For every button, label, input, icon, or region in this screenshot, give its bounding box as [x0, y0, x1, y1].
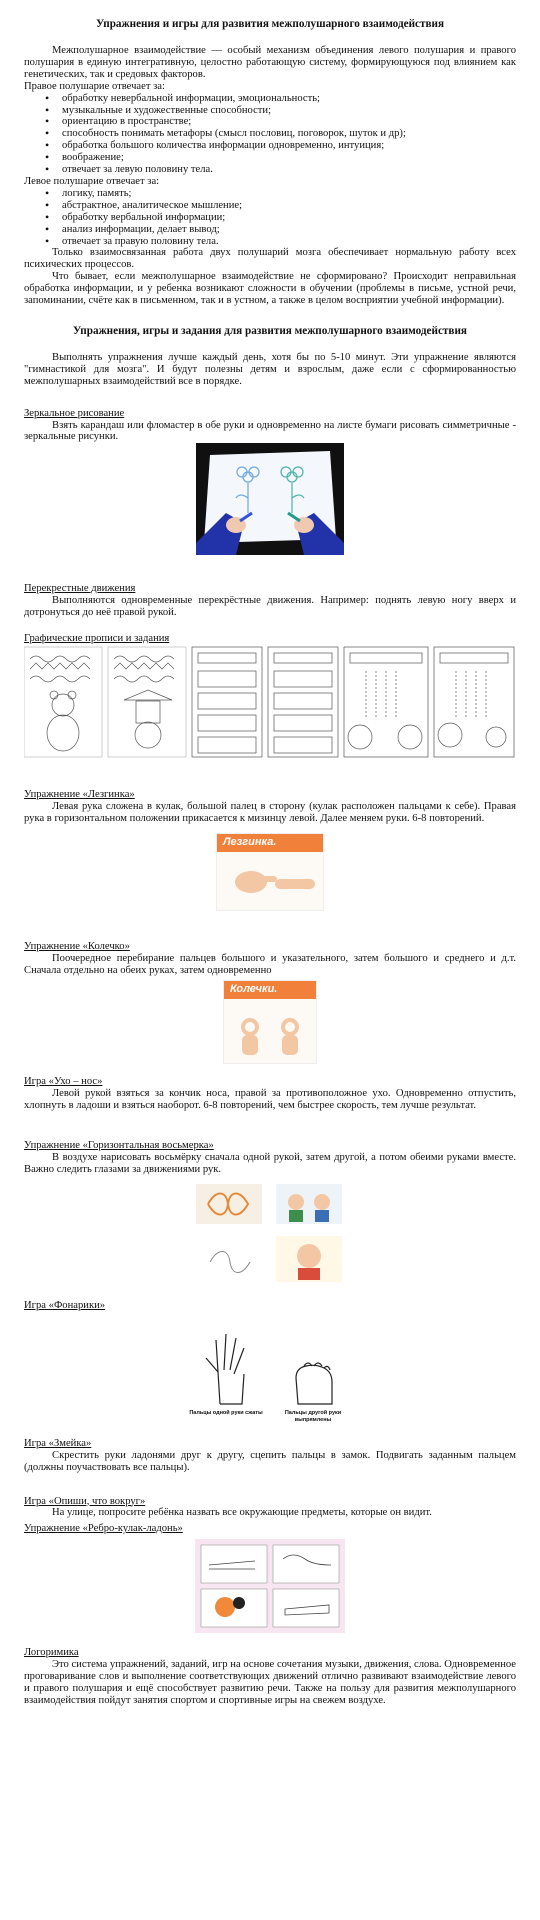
exercise-title-ear-nose: Игра «Ухо – нос»: [24, 1076, 103, 1088]
exercise-text-horizontal-eight: В воздухе нарисовать восьмёрку сначала одной рукой, затем другой, а потом обеими руками вместе. Важно следить глазами за движениями рук.: [24, 1152, 516, 1175]
list-item: • абстрактное, аналитическое мышление;: [62, 200, 516, 212]
exercise-title-snake: Игра «Змейка»: [24, 1437, 92, 1449]
lezginka-image: [216, 833, 324, 911]
lezginka-image-label: Лезгинка.: [217, 834, 323, 852]
exercise-text-ear-nose: Левой рукой взяться за кончик носа, правой за противоположное ухо. Одновременно отпустить, хлопнуть в ладоши и взяться наоборот. 6-8 повторений, чем быстрее скорость, тем лучше результат.: [24, 1088, 516, 1112]
section-title: Упражнения, игры и задания для развития межполушарного взаимодействия: [73, 324, 467, 337]
hands-icon: [186, 1318, 354, 1410]
exercise-title-edge-fist-palm: Упражнение «Ребро-кулак-ладонь»: [24, 1523, 183, 1535]
ring-image: [223, 980, 317, 1064]
list-item: • анализ информации, делает вывод;: [62, 224, 516, 236]
paragraph-hemispheres-work: Только взаимосвязанная работа двух полушарий мозга обеспечивает нормальную работу всех психических процессов.: [24, 247, 516, 271]
exercise-text-cross-movements: Выполняются одновременные перекрёстные движения. Например: поднять левую ногу вверх и дотронуться до неё правой рукой.: [24, 595, 516, 619]
left-hemisphere-heading: Левое полушарие отвечает за:: [24, 175, 160, 187]
exercise-title-lezginka: Упражнение «Лезгинка»: [24, 789, 135, 800]
list-item: • ориентацию в пространстве;: [62, 116, 516, 128]
exercise-text-describe-around: На улице, попросите ребёнка назвать все окружающие предметы, которые он видит.: [52, 1507, 432, 1519]
flashlights-image: [186, 1318, 354, 1424]
exercise-title-horizontal-eight: Упражнение «Горизонтальная восьмерка»: [24, 1140, 214, 1152]
exercise-title-cross-movements: Перекрестные движения: [24, 583, 136, 595]
paragraph-not-formed: Что бывает, если межполушарное взаимодействие не сформировано? Происходит неправильная обработка информации, и у ребенка возникают сложности в обучении (проблемы в письме, устной речи, запоминании, счёте как в письменном, так и в устном, а также в целом восприятии учебной информации).: [24, 271, 516, 307]
section-intro: Выполнять упражнения лучше каждый день, хотя бы по 5-10 минут. Эти упражнение являются "гимнастикой для мозга". И будут полезны детям и взрослым, даже если с сформированностью межполушарных взаимодействий все в порядке.: [24, 351, 516, 387]
list-item: • воображение;: [62, 152, 516, 164]
exercise-title-describe-around: Игра «Опиши, что вокруг»: [24, 1495, 146, 1507]
right-hemisphere-heading: Правое полушарие отвечает за:: [24, 80, 165, 92]
exercise-text-ring: Поочередное перебирание пальцев большого и указательного, затем большого и среднего и д.т. Сначала отдельно на обеих руках, затем одновременно: [24, 952, 516, 976]
edge-fist-palm-image: [195, 1539, 345, 1633]
exercise-title-graphic-copybooks: Графические прописи и задания: [24, 633, 170, 645]
page-title: Упражнения и игры для развития межполушарного взаимодействия: [95, 18, 445, 30]
intro-paragraph: Межполушарное взаимодействие — особый механизм объединения левого полушария и правого полушария в единую интегративную, целостно работающую систему, формирующуюся под влиянием как генетических, так и средовых факторов.: [24, 45, 516, 80]
list-item: • обработку вербальной информации;: [62, 212, 516, 224]
list-item: • отвечает за правую половину тела.: [62, 236, 516, 248]
exercise-text-mirror-drawing: Взять карандаш или фломастер в обе руки и одновременно на листе бумаги рисовать симметричные - зеркальные рисунки.: [24, 419, 516, 443]
exercise-title-logorhythmics: Логоримика: [24, 1647, 79, 1659]
list-item: • отвечает за левую половину тела.: [62, 164, 516, 176]
left-hemisphere-list: [24, 188, 516, 248]
hand-icon: [217, 852, 323, 906]
list-item: • логику, память;: [62, 188, 516, 200]
flashlights-caption-left: Пальцы одной руки сжаты: [189, 1409, 263, 1416]
list-item: • музыкальные и художественные способности;: [62, 105, 516, 117]
flashlights-caption-right: Пальцы другой руки выпрямлены: [284, 1409, 342, 1423]
mirror-drawing-image: [196, 443, 344, 555]
right-hemisphere-list: [24, 93, 516, 176]
list-item: • обработку невербальной информации, эмоциональность;: [62, 93, 516, 105]
exercise-title-ring: Упражнение «Колечко»: [24, 940, 130, 952]
exercise-title-mirror-drawing: Зеркальное рисование: [24, 407, 125, 419]
exercise-title-flashlights: Игра «Фонарики»: [24, 1299, 106, 1311]
ok-hand-icon: [224, 999, 316, 1059]
list-item: • способность понимать метафоры (смысл пословиц, поговорок, шуток и др);: [62, 128, 516, 140]
ring-image-label: Колечки.: [224, 981, 316, 999]
horizontal-eight-image: [194, 1182, 346, 1286]
graphic-copybooks-image: [24, 645, 516, 759]
exercise-text-lezginka: Левая рука сложена в кулак, большой палец в сторону (кулак расположен пальцами к себе). Правая рука в горизонтальном положении прикасается к мизинцу левой. Далее меняем руки. 6-8 повторений.: [24, 800, 516, 824]
exercise-text-logorhythmics: Это система упражнений, заданий, игр на основе сочетания музыки, движения, слова. Одновременное проговаривание слов и выполнение соответствующих движений отлично развивают взаимодействие левого и правого полушария и ещё способствует развитию речи. Также на пользу для развития межполушарного взаимодействия пойдут занятия спортом и спортивные игры на свежем воздухе.: [24, 1659, 516, 1706]
list-item: • обработка большого количества информации одновременно, интуиция;: [62, 140, 516, 152]
exercise-text-snake: Скрестить руки ладонями друг к другу, сцепить пальцы в замок. Подвигать заданным пальцем (должны поучаствовать все пальцы).: [24, 1449, 516, 1473]
